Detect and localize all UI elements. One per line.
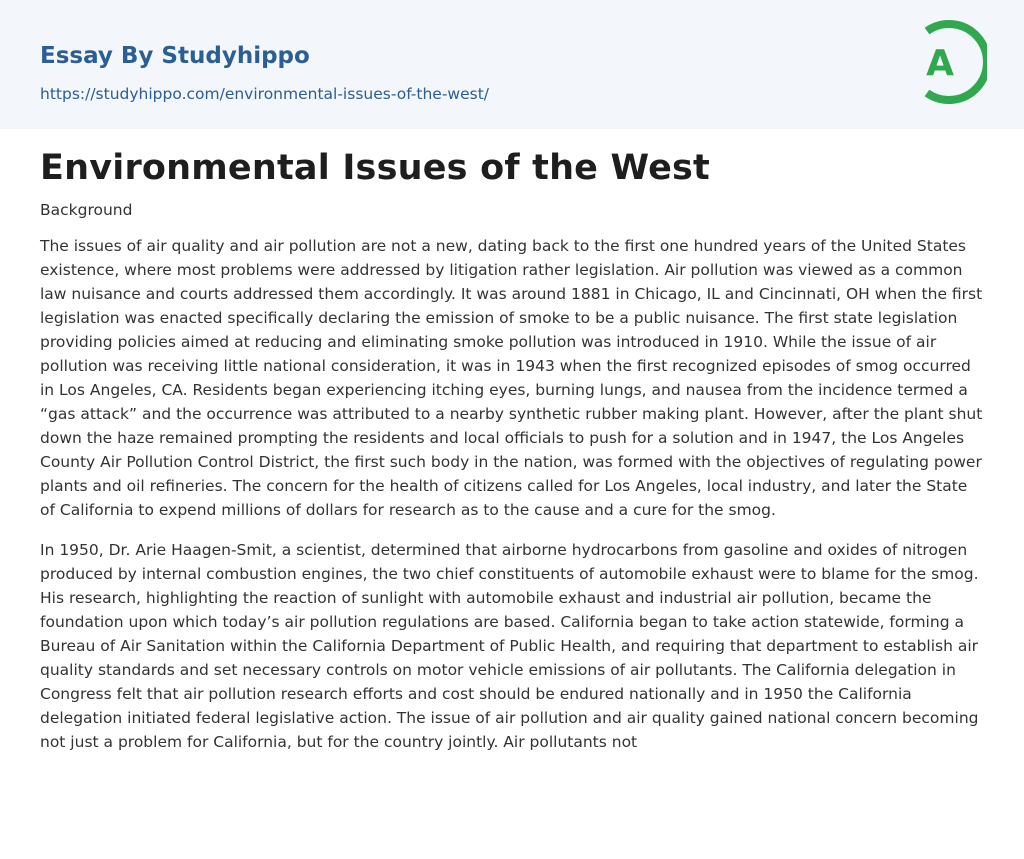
brand-title[interactable]: Essay By Studyhippo bbox=[40, 43, 310, 69]
essay-paragraph-1: The issues of air quality and air pollution are not a new, dating back to the first one hundred years of the United States existence, where most problems were addressed by litigation rather legislation. Air pollution was viewed as a common law nuisance and courts addressed them accordingly. It was around 1881 in Chicago, IL and Cincinnati, OH when the first legislation was enacted specifically declaring the emission of smoke to be a public nuisance. The first state legislation providing policies aimed at reducing and eliminating smoke pollution was introduced in 1910. While the issue of air pollution was receiving little national consideration, it was in 1943 when the first recognized episodes of smog occurred in Los Angeles, CA. Residents began experiencing itching eyes, burning lungs, and nausea from the incidence termed a “gas attack” and the occurrence was attributed to a nearby synthetic rubber making plant. However, after the plant shut down the haze remained prompting the residents and local officials to push for a solution and in 1947, the Los Angeles County Air Pollution Control District, the first such body in the nation, was formed with the objectives of regulating power plants and oil refineries. The concern for the health of citizens called for Los Angeles, local industry, and later the State of California to expend millions of dollars for research as to the cause and a cure for the smog. bbox=[40, 237, 983, 519]
essay-body bbox=[40, 234, 984, 770]
page-title: Environmental Issues of the West bbox=[40, 148, 710, 188]
studyhippo-logo-icon[interactable] bbox=[911, 19, 987, 105]
logo-letter: A bbox=[926, 43, 954, 84]
article-subtitle: Background bbox=[40, 201, 133, 219]
source-url-link[interactable]: https://studyhippo.com/environmental-issues-of-the-west/ bbox=[40, 85, 490, 103]
essay-paragraph-2: In 1950, Dr. Arie Haagen-Smit, a scientist, determined that airborne hydrocarbons from gasoline and oxides of nitrogen produced by internal combustion engines, the two chief constituents of automobile exhaust were to blame for the smog. His research, highlighting the reaction of sunlight with automobile exhaust and industrial air pollution, became the foundation upon which today’s air pollution regulations are based. California began to take action statewide, forming a Bureau of Air Sanitation within the California Department of Public Health, and requiring that department to establish air quality standards and set necessary controls on motor vehicle emissions of air pollutants. The California delegation in Congress felt that air pollution research efforts and cost should be endured nationally and in 1950 the California delegation initiated federal legislative action. The issue of air pollution and air quality gained national concern becoming not just a problem for California, but for the country jointly. Air pollutants not bbox=[40, 541, 979, 751]
